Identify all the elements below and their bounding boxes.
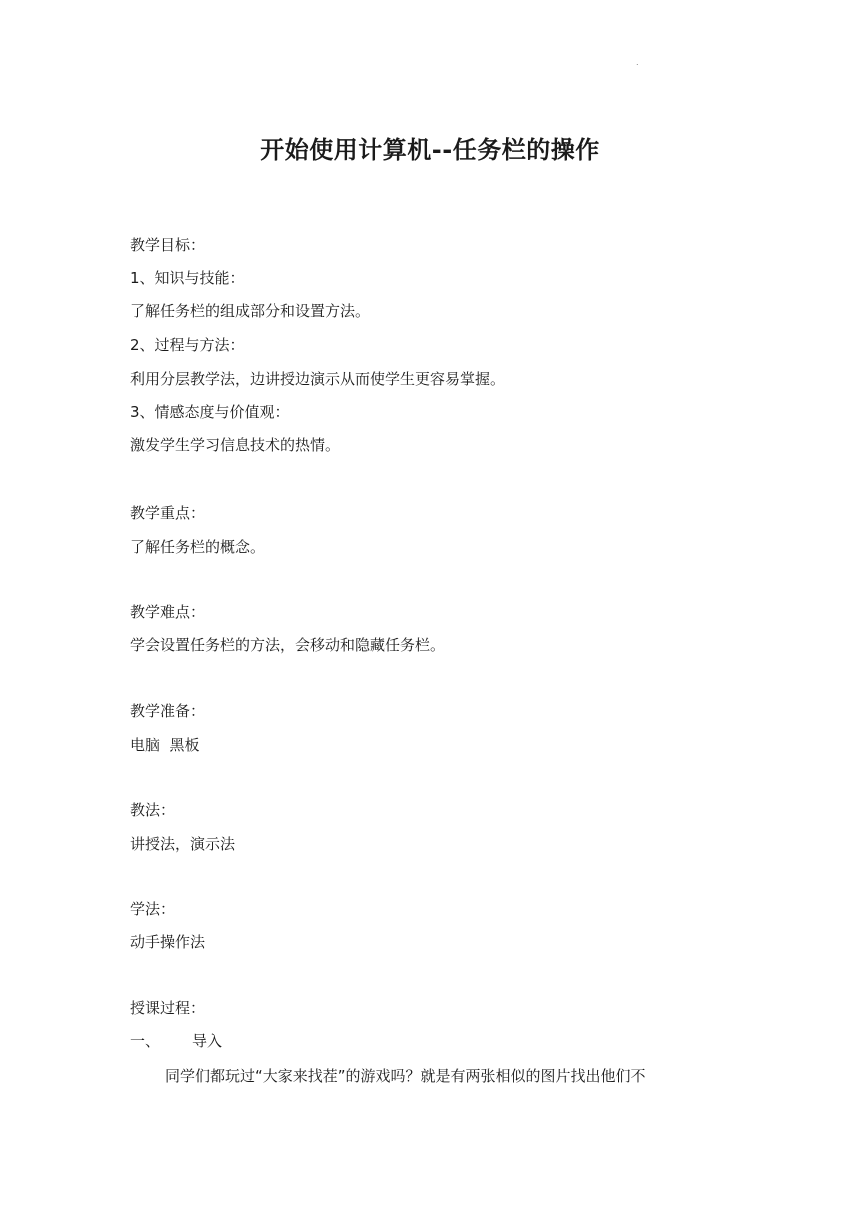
objective-3-text: 激发学生学习信息技术的热情。 — [130, 436, 341, 454]
preparation-heading: 教学准备： — [130, 702, 206, 720]
document-title: 开始使用计算机--任务栏的操作 — [260, 136, 600, 164]
objective-3-heading: 3、情感态度与价值观： — [130, 403, 290, 421]
process-paragraph-1: 同学们都玩过“大家来找茬”的游戏吗？就是有两张相似的图片找出他们不 — [165, 1067, 646, 1085]
key-points-heading: 教学重点： — [130, 504, 206, 522]
preparation-text: 电脑 黑板 — [130, 736, 200, 754]
step-1-label: 导入 — [192, 1032, 223, 1050]
learning-method-heading: 学法： — [130, 900, 176, 918]
objective-2-text: 利用分层教学法，边讲授边演示从而使学生更容易掌握。 — [130, 370, 506, 388]
key-points-text: 了解任务栏的概念。 — [130, 538, 266, 556]
process-heading: 授课过程： — [130, 999, 206, 1017]
learning-method-text: 动手操作法 — [130, 933, 206, 951]
corner-mark: . — [636, 58, 639, 67]
teaching-method-text: 讲授法，演示法 — [130, 835, 236, 853]
objective-1-heading: 1、知识与技能： — [130, 269, 245, 287]
objectives-heading: 教学目标： — [130, 236, 206, 254]
step-1-number: 一、 — [130, 1032, 161, 1050]
objective-1-text: 了解任务栏的组成部分和设置方法。 — [130, 302, 371, 320]
difficulties-heading: 教学难点： — [130, 603, 206, 621]
objective-2-heading: 2、过程与方法： — [130, 336, 245, 354]
difficulties-text: 学会设置任务栏的方法，会移动和隐藏任务栏。 — [130, 636, 446, 654]
teaching-method-heading: 教法： — [130, 801, 176, 819]
